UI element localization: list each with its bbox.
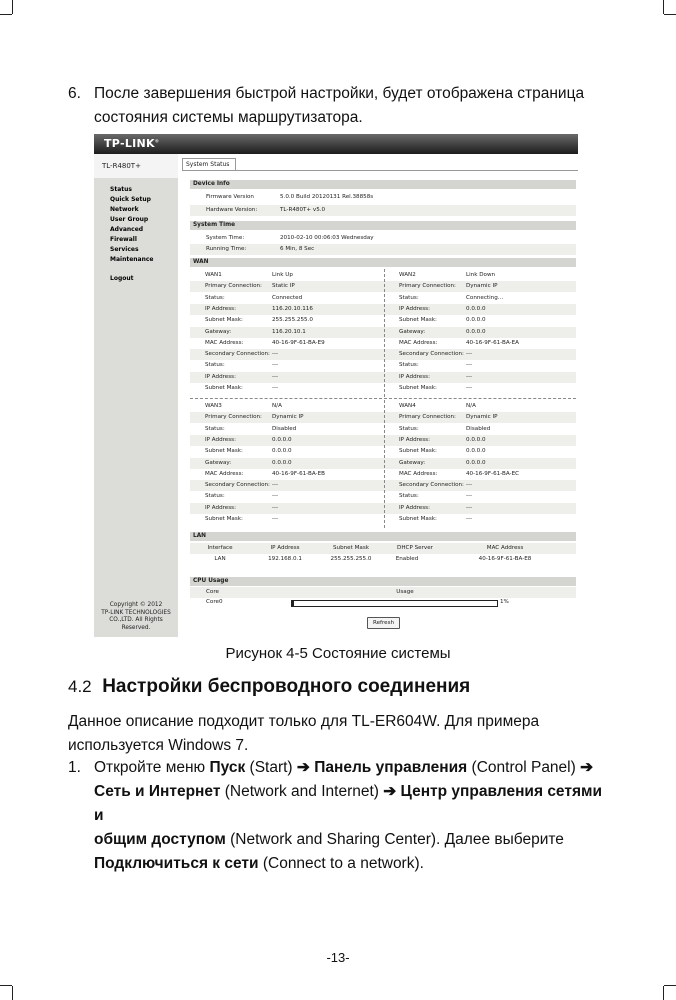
wan-row: Status: Disabled — [399, 425, 491, 432]
tp-link-header — [94, 134, 578, 154]
step-text: Откройте меню Пуск (Start) ➔ Панель управления (Control Panel) ➔ Сеть и Интернет (Network and Internet) ➔ Центр управления сетями и общим доступом (Network and Sharing Center). Далее выберите Подключиться к сети (Connect to a network). — [94, 759, 602, 872]
wan-row: Status: --- — [399, 493, 473, 500]
refresh-button[interactable]: Refresh — [367, 617, 400, 629]
sidebar-item-quick-setup[interactable]: Quick Setup — [110, 196, 151, 203]
wan-divider — [384, 400, 385, 528]
wan-row: Status: Connected — [205, 294, 303, 301]
crop-mark — [12, 986, 13, 1000]
section-system-time: System Time — [190, 221, 576, 230]
wan-row: Subnet Mask: 255.255.255.0 — [205, 317, 313, 324]
wan-divider — [190, 398, 576, 399]
wan-row: Status: --- — [399, 362, 473, 369]
wan-row: Secondary Connection: --- — [190, 349, 384, 360]
wan-row: MAC Address: 40-16-9F-61-BA-E9 — [205, 339, 325, 346]
wan-row: WAN2 Link Down — [399, 272, 496, 278]
wan-divider — [384, 269, 385, 397]
crop-mark — [663, 0, 664, 14]
lan-header-row: Interface IP Address Subnet Mask DHCP Server MAC Address — [190, 543, 576, 554]
wan-row: Status: Disabled — [205, 425, 297, 432]
intro-paragraph: Данное описание подходит только для TL-ER604W. Для примера используется Windows 7. — [68, 713, 540, 754]
sidebar-item-advanced[interactable]: Advanced — [110, 226, 144, 233]
section-wan: WAN — [190, 258, 576, 267]
wan-row: Subnet Mask: 0.0.0.0 — [399, 448, 486, 455]
wan-row: Primary Connection: Dynamic IP — [384, 281, 576, 292]
time-row: Running Time: 6 Min, 8 Sec — [190, 244, 576, 255]
sidebar-item-status[interactable]: Status — [110, 186, 132, 193]
wan-row: Gateway: 0.0.0.0 — [384, 327, 576, 338]
wan-row: Subnet Mask: --- — [399, 385, 473, 391]
wan-row: IP Address: 0.0.0.0 — [190, 435, 384, 446]
lan-row: LAN 192.168.0.1 255.255.255.0 Enabled 40-16-9F-61-BA-E8 — [214, 556, 532, 562]
wan-row: Primary Connection: Static IP — [190, 281, 384, 292]
tab-system-status[interactable]: System Status — [182, 158, 236, 170]
wan-row: IP Address: 0.0.0.0 — [384, 304, 576, 315]
wan-row: Status: --- — [205, 362, 279, 369]
wan-row: Gateway: 0.0.0.0 — [190, 458, 384, 469]
wan-row: Primary Connection: Dynamic IP — [384, 412, 576, 423]
wan-row: IP Address: --- — [190, 372, 384, 383]
step-number: 6. — [68, 85, 81, 102]
wan-row: Subnet Mask: --- — [399, 516, 473, 522]
device-row: Hardware Version: TL-R480T+ v5.0 — [190, 205, 576, 216]
step-line: После завершения быстрой настройки, будет отображена страница — [94, 85, 585, 102]
page-number: -13- — [326, 950, 350, 965]
wan-row: IP Address: --- — [384, 372, 576, 383]
wan-row: Subnet Mask: --- — [205, 516, 279, 522]
wan-row: Subnet Mask: --- — [205, 385, 279, 391]
cpu-usage-bar — [291, 600, 498, 607]
wan-row: MAC Address: 40-16-9F-61-BA-EB — [205, 470, 325, 477]
section-device-info: Device Info — [190, 180, 576, 189]
wan-row: Status: --- — [205, 493, 279, 500]
crop-mark — [12, 0, 13, 14]
router-screenshot — [94, 134, 578, 637]
copyright: Copyright © 2012 TP-LINK TECHNOLOGIES CO.,LTD. All Rights Reserved. — [101, 602, 171, 631]
tab-bar — [182, 156, 578, 171]
sidebar-item-services[interactable]: Services — [110, 246, 139, 253]
wan-row: WAN3 N/A — [205, 403, 282, 409]
wan-row: WAN1 Link Up — [205, 272, 293, 278]
wan-row: IP Address: --- — [190, 503, 384, 514]
cpu-row: Core0 1% — [206, 599, 509, 605]
wan-row: Status: Connecting... — [399, 294, 504, 301]
sidebar-item-logout[interactable]: Logout — [110, 275, 134, 282]
wan-row: MAC Address: 40-16-9F-61-BA-EA — [399, 339, 519, 346]
device-row: Firmware Version 5.0.0 Build 20120131 Rel.38858s — [206, 194, 374, 200]
wan-row: Gateway: 116.20.10.1 — [190, 327, 384, 338]
step-number: 1. — [68, 759, 81, 776]
wan-row: IP Address: --- — [384, 503, 576, 514]
section-lan: LAN — [190, 532, 576, 541]
wan-row: Secondary Connection: --- — [384, 480, 576, 491]
cpu-header-row: Core Usage — [190, 587, 576, 598]
crop-mark — [664, 14, 676, 15]
wan-row: Gateway: 0.0.0.0 — [384, 458, 576, 469]
sidebar-item-maintenance[interactable]: Maintenance — [110, 256, 154, 263]
wan-row: IP Address: 116.20.10.116 — [190, 304, 384, 315]
wan-row: Subnet Mask: 0.0.0.0 — [205, 448, 292, 455]
step-text — [94, 82, 584, 130]
sidebar-item-user-group[interactable]: User Group — [110, 216, 149, 223]
cpu-usage-fill — [292, 601, 294, 606]
cpu-usage-label: 1% — [500, 599, 509, 605]
crop-mark — [0, 985, 12, 986]
crop-mark — [663, 986, 664, 1000]
section-heading: 4.2 Настройки беспроводного соединения — [68, 676, 471, 697]
model-name: TL-R480T+ — [94, 154, 178, 178]
time-row: System Time: 2010-02-10 00:06:03 Wednesday — [206, 235, 374, 241]
sidebar-item-firewall[interactable]: Firewall — [110, 236, 137, 243]
tp-link-logo: TP-LINK® — [104, 137, 160, 150]
sidebar-item-network[interactable]: Network — [110, 206, 139, 213]
figure-caption: Рисунок 4-5 Состояние системы — [225, 645, 451, 662]
step-line: состояния системы маршрутизатора. — [94, 109, 363, 126]
wan-row: Subnet Mask: 0.0.0.0 — [399, 317, 486, 324]
wan-row: WAN4 N/A — [399, 403, 476, 409]
wan-row: Secondary Connection: --- — [190, 480, 384, 491]
wan-row: IP Address: 0.0.0.0 — [384, 435, 576, 446]
wan-row: MAC Address: 40-16-9F-61-BA-EC — [399, 470, 520, 477]
crop-mark — [664, 985, 676, 986]
crop-mark — [0, 14, 12, 15]
section-cpu-usage: CPU Usage — [190, 577, 576, 586]
wan-row: Secondary Connection: --- — [384, 349, 576, 360]
wan-row: Primary Connection: Dynamic IP — [190, 412, 384, 423]
